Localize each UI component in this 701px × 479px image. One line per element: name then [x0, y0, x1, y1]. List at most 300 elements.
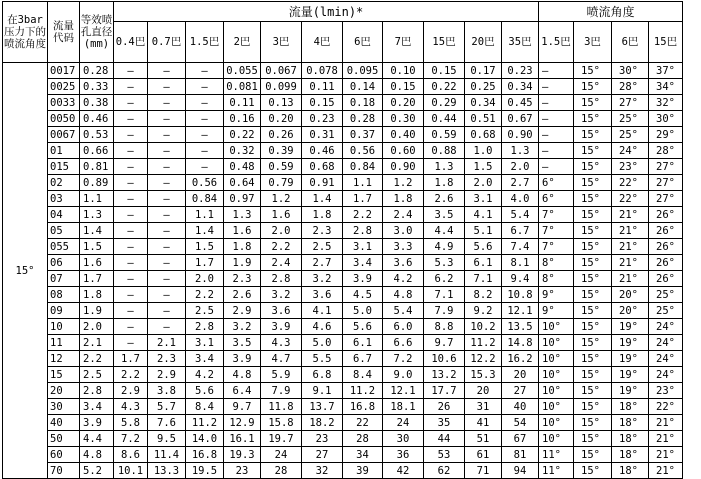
spray-angle-cell: 10°: [539, 351, 574, 367]
flow-rate-cell: 40: [502, 399, 539, 415]
flow-rate-cell: 2.0: [502, 159, 539, 175]
flow-rate-cell: 4.3: [114, 399, 148, 415]
spray-angle-cell: 10°: [539, 399, 574, 415]
flow-rate-cell: –: [114, 223, 148, 239]
flow-code-cell: 08: [48, 287, 80, 303]
flow-rate-cell: 2.3: [302, 223, 343, 239]
flow-rate-cell: 4.2: [186, 367, 224, 383]
flow-rate-cell: 9.5: [148, 431, 186, 447]
flow-code-cell: 70: [48, 463, 80, 479]
orifice-diameter-cell: 5.2: [80, 463, 114, 479]
flow-rate-cell: 6.6: [383, 335, 424, 351]
table-row: [3, 143, 683, 159]
flow-rate-cell: 2.4: [383, 207, 424, 223]
flow-rate-cell: –: [186, 63, 224, 79]
flow-rate-cell: 1.4: [186, 223, 224, 239]
flow-rate-cell: 24: [261, 447, 302, 463]
flow-rate-cell: –: [148, 303, 186, 319]
spray-angle-cell: 15°: [574, 431, 612, 447]
flow-rate-cell: 3.4: [343, 255, 383, 271]
flow-rate-cell: –: [148, 287, 186, 303]
flow-pressure-header: 4巴: [302, 22, 343, 63]
spray-angle-cell: 11°: [539, 447, 574, 463]
spray-angle-cell: 26°: [649, 207, 683, 223]
spray-angle-cell: –: [539, 79, 574, 95]
flow-rate-cell: 8.1: [502, 255, 539, 271]
flow-rate-cell: 3.4: [186, 351, 224, 367]
spray-angle-cell: 21°: [649, 431, 683, 447]
flow-rate-cell: 17.7: [424, 383, 465, 399]
flow-rate-cell: –: [148, 239, 186, 255]
flow-rate-cell: 0.15: [424, 63, 465, 79]
spray-angle-cell: 8°: [539, 271, 574, 287]
spray-angle-cell: 30°: [612, 63, 649, 79]
spray-angle-cell: 9°: [539, 287, 574, 303]
orifice-diameter-cell: 2.5: [80, 367, 114, 383]
spray-angle-cell: 22°: [612, 191, 649, 207]
spray-angle-cell: 25°: [612, 127, 649, 143]
spray-angle-cell: 18°: [612, 463, 649, 479]
flow-rate-cell: 6.8: [302, 367, 343, 383]
table-row: [3, 287, 683, 303]
flow-rate-cell: 9.1: [302, 383, 343, 399]
flow-rate-cell: 9.7: [424, 335, 465, 351]
flow-rate-cell: 1.6: [224, 223, 261, 239]
flow-rate-cell: 51: [465, 431, 502, 447]
flow-rate-cell: 1.4: [302, 191, 343, 207]
flow-rate-cell: 7.4: [502, 239, 539, 255]
flow-rate-cell: –: [148, 207, 186, 223]
spray-angle-cell: –: [539, 111, 574, 127]
flow-rate-cell: 16.8: [186, 447, 224, 463]
flow-rate-cell: 0.56: [343, 143, 383, 159]
flow-rate-cell: 1.8: [424, 175, 465, 191]
spray-angle-cell: 6°: [539, 175, 574, 191]
flow-rate-cell: –: [186, 143, 224, 159]
flow-rate-cell: 1.6: [261, 207, 302, 223]
flow-code-cell: 30: [48, 399, 80, 415]
flow-rate-cell: 0.97: [224, 191, 261, 207]
flow-rate-cell: 19.3: [224, 447, 261, 463]
flow-rate-cell: 4.2: [383, 271, 424, 287]
flow-rate-cell: 3.1: [343, 239, 383, 255]
flow-rate-cell: 0.22: [424, 79, 465, 95]
flow-rate-cell: 0.15: [383, 79, 424, 95]
flow-rate-cell: 0.29: [424, 95, 465, 111]
flow-rate-cell: 13.3: [148, 463, 186, 479]
flow-rate-cell: 24: [383, 415, 424, 431]
flow-rate-cell: 3.9: [224, 351, 261, 367]
flow-rate-cell: 0.59: [424, 127, 465, 143]
flow-rate-cell: –: [186, 95, 224, 111]
flow-rate-cell: 0.30: [383, 111, 424, 127]
flow-pressure-header: 2巴: [224, 22, 261, 63]
flow-rate-cell: 67: [502, 431, 539, 447]
flow-rate-cell: 0.68: [465, 127, 502, 143]
flow-rate-cell: 26: [424, 399, 465, 415]
flow-rate-cell: 27: [502, 383, 539, 399]
spray-angle-cell: 9°: [539, 303, 574, 319]
flow-rate-cell: 10.1: [114, 463, 148, 479]
flow-rate-cell: 39: [343, 463, 383, 479]
flow-rate-cell: 0.099: [261, 79, 302, 95]
flow-rate-cell: 62: [424, 463, 465, 479]
flow-rate-cell: 9.4: [502, 271, 539, 287]
flow-code-cell: 60: [48, 447, 80, 463]
flow-rate-cell: 32: [302, 463, 343, 479]
flow-rate-cell: 5.8: [114, 415, 148, 431]
spray-angle-cell: 10°: [539, 431, 574, 447]
flow-rate-cell: 12.1: [383, 383, 424, 399]
flow-rate-cell: 16.8: [343, 399, 383, 415]
spray-angle-cell: 15°: [574, 207, 612, 223]
flow-rate-cell: 8.6: [114, 447, 148, 463]
table-row: [3, 79, 683, 95]
spray-angle-cell: 25°: [649, 287, 683, 303]
flow-code-cell: 11: [48, 335, 80, 351]
orifice-diameter-cell: 0.81: [80, 159, 114, 175]
flow-rate-cell: 2.7: [302, 255, 343, 271]
orifice-diameter-cell: 0.46: [80, 111, 114, 127]
flow-rate-cell: 0.39: [261, 143, 302, 159]
spray-angle-cell: 23°: [649, 383, 683, 399]
flow-rate-cell: 0.56: [186, 175, 224, 191]
spray-angle-cell: 7°: [539, 239, 574, 255]
flow-rate-cell: 0.34: [465, 95, 502, 111]
table-row: [3, 239, 683, 255]
flow-rate-cell: 1.8: [302, 207, 343, 223]
flow-rate-cell: 7.2: [114, 431, 148, 447]
flow-rate-cell: 0.13: [261, 95, 302, 111]
spray-angle-group-header: 喷流角度: [539, 2, 683, 22]
flow-rate-cell: 2.8: [343, 223, 383, 239]
flow-rate-cell: 2.6: [424, 191, 465, 207]
flow-rate-cell: 16.1: [224, 431, 261, 447]
flow-rate-cell: 0.84: [186, 191, 224, 207]
flow-rate-cell: 0.90: [383, 159, 424, 175]
flow-rate-cell: 10.6: [424, 351, 465, 367]
flow-rate-cell: –: [114, 319, 148, 335]
flow-rate-cell: 42: [383, 463, 424, 479]
flow-rate-cell: 1.5: [186, 239, 224, 255]
spray-angle-cell: 18°: [612, 399, 649, 415]
flow-rate-cell: 94: [502, 463, 539, 479]
orifice-diameter-cell: 2.1: [80, 335, 114, 351]
table-row: [3, 127, 683, 143]
table-row: [3, 111, 683, 127]
flow-rate-cell: 0.45: [502, 95, 539, 111]
flow-rate-cell: –: [148, 255, 186, 271]
flow-rate-cell: 0.67: [502, 111, 539, 127]
flow-rate-cell: 0.081: [224, 79, 261, 95]
flow-rate-cell: 2.2: [186, 287, 224, 303]
spray-angle-cell: 21°: [612, 255, 649, 271]
orifice-diameter-cell: 4.4: [80, 431, 114, 447]
flow-code-cell: 07: [48, 271, 80, 287]
spray-angle-cell: 21°: [612, 223, 649, 239]
flow-rate-cell: 2.2: [343, 207, 383, 223]
flow-rate-cell: 8.2: [465, 287, 502, 303]
spray-angle-cell: 15°: [574, 287, 612, 303]
table-row: [3, 95, 683, 111]
spray-angle-cell: 15°: [574, 463, 612, 479]
spray-angle-cell: 24°: [649, 351, 683, 367]
flow-code-cell: 02: [48, 175, 80, 191]
spray-angle-cell: 32°: [649, 95, 683, 111]
flow-rate-cell: 7.1: [465, 271, 502, 287]
flow-rate-cell: –: [114, 207, 148, 223]
flow-rate-cell: 2.2: [114, 367, 148, 383]
spray-angle-cell: 15°: [574, 239, 612, 255]
spray-angle-cell: 21°: [649, 447, 683, 463]
spray-angle-cell: 28°: [649, 143, 683, 159]
flow-rate-cell: 3.2: [302, 271, 343, 287]
flow-code-cell: 0067: [48, 127, 80, 143]
spray-nozzle-table: [2, 1, 683, 479]
flow-code-cell: 12: [48, 351, 80, 367]
spray-angle-cell: 15°: [574, 95, 612, 111]
flow-rate-cell: –: [114, 255, 148, 271]
flow-rate-cell: 6.0: [383, 319, 424, 335]
flow-rate-cell: –: [114, 303, 148, 319]
orifice-diameter-cell: 1.4: [80, 223, 114, 239]
flow-rate-cell: 1.5: [465, 159, 502, 175]
flow-code-cell: 01: [48, 143, 80, 159]
angle-pressure-header: 1.5巴: [539, 22, 574, 63]
base-spray-angle-cell: 15°: [3, 63, 48, 479]
flow-rate-cell: –: [148, 223, 186, 239]
angle-pressure-header: 3巴: [574, 22, 612, 63]
flow-rate-cell: 7.9: [261, 383, 302, 399]
spray-angle-cell: 15°: [574, 303, 612, 319]
flow-rate-cell: –: [148, 111, 186, 127]
table-row: [3, 207, 683, 223]
spray-angle-cell: 7°: [539, 207, 574, 223]
flow-rate-cell: –: [114, 159, 148, 175]
angle-pressure-header: 15巴: [649, 22, 683, 63]
spray-angle-cell: 15°: [574, 223, 612, 239]
spray-angle-cell: 15°: [574, 335, 612, 351]
table-row: [3, 159, 683, 175]
orifice-diameter-cell: 4.8: [80, 447, 114, 463]
flow-code-cell: 0050: [48, 111, 80, 127]
table-row: [3, 415, 683, 431]
flow-rate-cell: 3.0: [383, 223, 424, 239]
flow-rate-cell: 4.5: [343, 287, 383, 303]
flow-rate-cell: 0.10: [383, 63, 424, 79]
flow-rate-cell: 1.8: [383, 191, 424, 207]
flow-pressure-header: 7巴: [383, 22, 424, 63]
flow-rate-cell: –: [148, 79, 186, 95]
orifice-diameter-cell: 0.28: [80, 63, 114, 79]
flow-code-cell: 05: [48, 223, 80, 239]
flow-rate-cell: 0.40: [383, 127, 424, 143]
flow-rate-cell: 5.4: [383, 303, 424, 319]
flow-rate-cell: 0.51: [465, 111, 502, 127]
flow-code-cell: 015: [48, 159, 80, 175]
flow-code-cell: 0025: [48, 79, 80, 95]
spray-angle-cell: 15°: [574, 127, 612, 143]
spray-angle-cell: 21°: [649, 463, 683, 479]
flow-rate-cell: –: [148, 159, 186, 175]
flow-rate-cell: 5.0: [302, 335, 343, 351]
spray-angle-cell: 19°: [612, 335, 649, 351]
flow-rate-cell: 0.095: [343, 63, 383, 79]
spray-angle-cell: 15°: [574, 159, 612, 175]
flow-rate-cell: 2.7: [502, 175, 539, 191]
table-row: [3, 463, 683, 479]
flow-rate-cell: –: [186, 127, 224, 143]
spray-angle-cell: 21°: [612, 207, 649, 223]
flow-rate-cell: 23: [224, 463, 261, 479]
flow-rate-cell: 0.20: [383, 95, 424, 111]
flow-rate-cell: 0.32: [224, 143, 261, 159]
flow-rate-cell: 71: [465, 463, 502, 479]
flow-code-cell: 40: [48, 415, 80, 431]
flow-rate-cell: 2.3: [224, 271, 261, 287]
flow-rate-cell: 0.88: [424, 143, 465, 159]
flow-rate-cell: 18.2: [302, 415, 343, 431]
flow-rate-cell: 4.8: [224, 367, 261, 383]
orifice-diameter-cell: 3.9: [80, 415, 114, 431]
spray-angle-cell: 15°: [574, 415, 612, 431]
flow-rate-cell: 3.1: [465, 191, 502, 207]
flow-rate-cell: 11.2: [465, 335, 502, 351]
flow-rate-cell: 35: [424, 415, 465, 431]
flow-rate-cell: 0.25: [465, 79, 502, 95]
flow-code-cell: 20: [48, 383, 80, 399]
flow-rate-cell: 9.7: [224, 399, 261, 415]
flow-rate-cell: 0.23: [502, 63, 539, 79]
flow-rate-cell: –: [148, 127, 186, 143]
spray-angle-cell: 8°: [539, 255, 574, 271]
table-row: [3, 431, 683, 447]
table-row: [3, 255, 683, 271]
spray-angle-cell: 27°: [649, 175, 683, 191]
flow-rate-cell: 6.2: [424, 271, 465, 287]
flow-rate-cell: 8.8: [424, 319, 465, 335]
orifice-diameter-header: 等效喷孔直径(mm): [80, 2, 114, 63]
orifice-diameter-cell: 1.7: [80, 271, 114, 287]
flow-rate-cell: –: [148, 175, 186, 191]
flow-rate-cell: 5.6: [465, 239, 502, 255]
flow-rate-cell: 6.7: [343, 351, 383, 367]
spray-angle-cell: 24°: [612, 143, 649, 159]
flow-rate-cell: 0.60: [383, 143, 424, 159]
flow-rate-cell: –: [186, 111, 224, 127]
flow-rate-cell: 1.9: [224, 255, 261, 271]
flow-rate-cell: 5.6: [186, 383, 224, 399]
spray-angle-cell: 22°: [649, 399, 683, 415]
flow-rate-cell: 28: [261, 463, 302, 479]
flow-rate-cell: 2.4: [261, 255, 302, 271]
flow-rate-cell: 0.22: [224, 127, 261, 143]
flow-code-cell: 15: [48, 367, 80, 383]
flow-rate-cell: 12.2: [465, 351, 502, 367]
flow-rate-cell: 0.17: [465, 63, 502, 79]
flow-rate-cell: 0.28: [343, 111, 383, 127]
flow-rate-cell: 5.1: [465, 223, 502, 239]
table-row: [3, 399, 683, 415]
flow-rate-cell: 0.26: [261, 127, 302, 143]
orifice-diameter-cell: 3.4: [80, 399, 114, 415]
flow-rate-cell: 0.91: [302, 175, 343, 191]
flow-rate-cell: 2.0: [186, 271, 224, 287]
flow-rate-cell: 2.0: [261, 223, 302, 239]
flow-rate-cell: 14.8: [502, 335, 539, 351]
flow-rate-cell: 5.5: [302, 351, 343, 367]
spray-angle-cell: 25°: [612, 111, 649, 127]
flow-rate-cell: 4.1: [302, 303, 343, 319]
flow-rate-cell: 0.48: [224, 159, 261, 175]
spray-angle-cell: 15°: [574, 351, 612, 367]
flow-rate-cell: 0.078: [302, 63, 343, 79]
flow-pressure-header: 3巴: [261, 22, 302, 63]
spray-angle-cell: 18°: [612, 415, 649, 431]
flow-rate-cell: 34: [343, 447, 383, 463]
flow-rate-cell: 3.6: [261, 303, 302, 319]
flow-rate-cell: –: [114, 127, 148, 143]
flow-rate-cell: 4.3: [261, 335, 302, 351]
spray-angle-cell: 7°: [539, 223, 574, 239]
spray-angle-cell: 28°: [612, 79, 649, 95]
orifice-diameter-cell: 0.89: [80, 175, 114, 191]
flow-rate-cell: 4.1: [465, 207, 502, 223]
spray-angle-cell: 20°: [612, 303, 649, 319]
flow-rate-cell: –: [148, 63, 186, 79]
flow-rate-cell: 10.8: [502, 287, 539, 303]
flow-rate-cell: 2.0: [465, 175, 502, 191]
flow-pressure-header: 35巴: [502, 22, 539, 63]
spray-table-body: [3, 63, 683, 479]
spray-angle-cell: 24°: [649, 335, 683, 351]
flow-rate-cell: 2.8: [261, 271, 302, 287]
spray-angle-cell: 15°: [574, 79, 612, 95]
spray-angle-cell: 15°: [574, 111, 612, 127]
spray-angle-cell: 27°: [612, 95, 649, 111]
spray-angle-cell: 18°: [612, 447, 649, 463]
flow-rate-cell: 7.1: [424, 287, 465, 303]
flow-rate-cell: 2.9: [148, 367, 186, 383]
flow-rate-cell: 3.9: [261, 319, 302, 335]
table-row: [3, 319, 683, 335]
angle-pressure-header: 6巴: [612, 22, 649, 63]
spray-angle-cell: 15°: [574, 191, 612, 207]
flow-rate-cell: 31: [465, 399, 502, 415]
flow-pressure-header: 6巴: [343, 22, 383, 63]
flow-rate-cell: 0.18: [343, 95, 383, 111]
spray-angle-cell: 18°: [612, 431, 649, 447]
flow-rate-cell: 4.9: [424, 239, 465, 255]
flow-rate-cell: 2.8: [186, 319, 224, 335]
spray-angle-cell: 15°: [574, 383, 612, 399]
spray-angle-cell: 21°: [612, 239, 649, 255]
flow-pressure-header: 0.4巴: [114, 22, 148, 63]
orifice-diameter-cell: 0.66: [80, 143, 114, 159]
flow-code-cell: 0033: [48, 95, 80, 111]
table-row: [3, 351, 683, 367]
flow-rate-cell: 2.9: [114, 383, 148, 399]
flow-rate-cell: –: [114, 239, 148, 255]
flow-rate-cell: 5.7: [148, 399, 186, 415]
spray-angle-cell: 15°: [574, 271, 612, 287]
flow-rate-cell: 0.11: [224, 95, 261, 111]
flow-rate-cell: –: [114, 271, 148, 287]
flow-rate-cell: 7.2: [383, 351, 424, 367]
flow-rate-cell: 61: [465, 447, 502, 463]
spray-angle-cell: –: [539, 143, 574, 159]
spray-angle-cell: 10°: [539, 383, 574, 399]
